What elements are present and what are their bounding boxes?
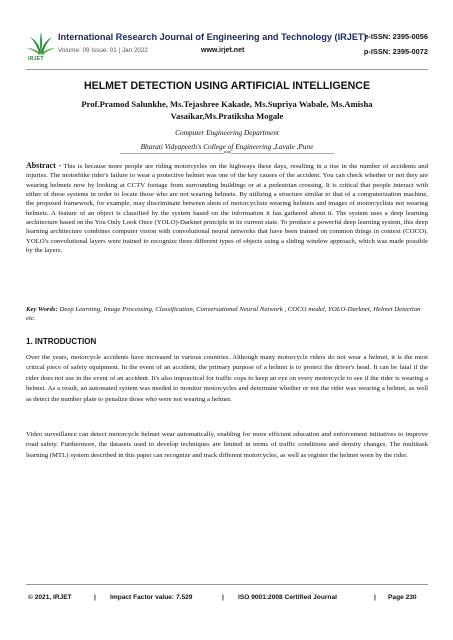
footer-iso: ISO 9001:2008 Certified Journal — [238, 594, 337, 601]
abstract-text: This is because more people are riding motorcycles on the highways these days, resulting in a rise in the number of accidents and injuries. The motorbike rider's failure to wear a protective helmet was one of the key causes of the accident. You can check whether or not they are wearing helmets now by looking at CCTV footage from surrounding buildings or at a pedestrian crossing. It is critical that people interact with either of these systems in order to locate those who are not wearing helmets. By utilizing a structure similar to that of a computerization machine, the proposed framework, for example, may discriminate between shots of motorcyclists wearing helmets and images of motorcyclists not wearing helmets. A feature of an object is classified by the system based on the information it has gathered about it. The system uses a deep learning architecture based on the You Only Look Once (YOLO)-Darknet principle in its current state. To produce a powerful deep learning system, this deep learning architecture combines computer vision with convolutional neural networks that have been trained on common things in context (COCO). YOLO's convolutional layers were trained to recognize three different types of objects using a sliding window approach, which was made possible by the layers. — [26, 163, 428, 255]
keywords — [26, 305, 428, 324]
p-issn: p-ISSN: 2395-0072 — [363, 47, 428, 56]
paper-authors: Prof.Pramod Salunkhe, Ms.Tejashree Kakade, Ms.Supriya Wabale, Ms.Amisha Vasaikar,Ms.Pratiksha Mogale — [81, 99, 373, 121]
section-separator: ---------------------------------------------------------------------***--------------------------------------------------------------------- — [119, 151, 335, 157]
author-college: Bharati Vidyapeeth's College of Engineering ,Lavale ,Pune — [140, 142, 314, 151]
keywords-text: Deep Learning, Image Processing, Classification, Conversational Neural Network , COCO model, YOLO-Darknet, Helmet Detection etc. — [26, 306, 421, 323]
footer-separator: | — [222, 594, 224, 601]
volume-issue: Volume: 09 Issue: 01 | Jan 2022 — [58, 47, 148, 54]
journal-header — [26, 30, 428, 66]
footer-divider — [26, 584, 428, 585]
logo-text: IRJET — [28, 56, 44, 62]
intro-paragraph-1: Over the years, motorcycle accidents have increased in various countries. Although many motorcycle riders do not wear a helmet, it is the most critical piece of safety equipment. In the event of an accident, the primary purpose of a helmet is to protect the driver's head. It can be fatal if the rider does not use in the event of an accident. It's also impractical for traffic cops to keep an eye on every motorcycle to see if the rider is wearing a helmet. As a result, an automated system was needed to monitor motorcycles and determine whether or not the rider was wearing a helmet, as well as detect the number plate to penalize those who were not wearing a helmet. — [26, 354, 428, 403]
section-heading-introduction: 1. INTRODUCTION — [26, 337, 97, 346]
journal-website-link[interactable]: www.irjet.net — [201, 47, 245, 54]
abstract-label: Abstract - — [26, 161, 62, 170]
footer-copyright: © 2021, IRJET — [28, 594, 72, 601]
footer-page-number: Page 230 — [388, 594, 417, 601]
e-issn: e-ISSN: 2395-0056 — [364, 32, 428, 41]
paper-title: HELMET DETECTION USING ARTIFICIAL INTELLIGENCE — [83, 80, 371, 92]
header-divider — [26, 69, 428, 70]
intro-paragraph-2: Video surveillance can detect motorcycle helmet wear automatically, enabling for more efficient education and enforcement initiatives to improve road safety. Furthermore, the datasets used to develop techniques are limited in terms of traffic conditions and density changes. The multitask learning (MTL) system described in this paper can recognize and track different motorcycles, as well as register the helmet worn by the rider. — [26, 431, 428, 459]
author-department: Computer Engineering Department — [175, 128, 279, 137]
abstract — [26, 161, 428, 255]
keywords-label: Key Words: — [26, 306, 58, 313]
footer-impact-factor: Impact Factor value: 7.529 — [110, 594, 193, 601]
journal-name: International Research Journal of Engineering and Technology (IRJET) — [58, 32, 367, 42]
footer-separator: | — [94, 594, 96, 601]
footer-separator: | — [374, 594, 376, 601]
